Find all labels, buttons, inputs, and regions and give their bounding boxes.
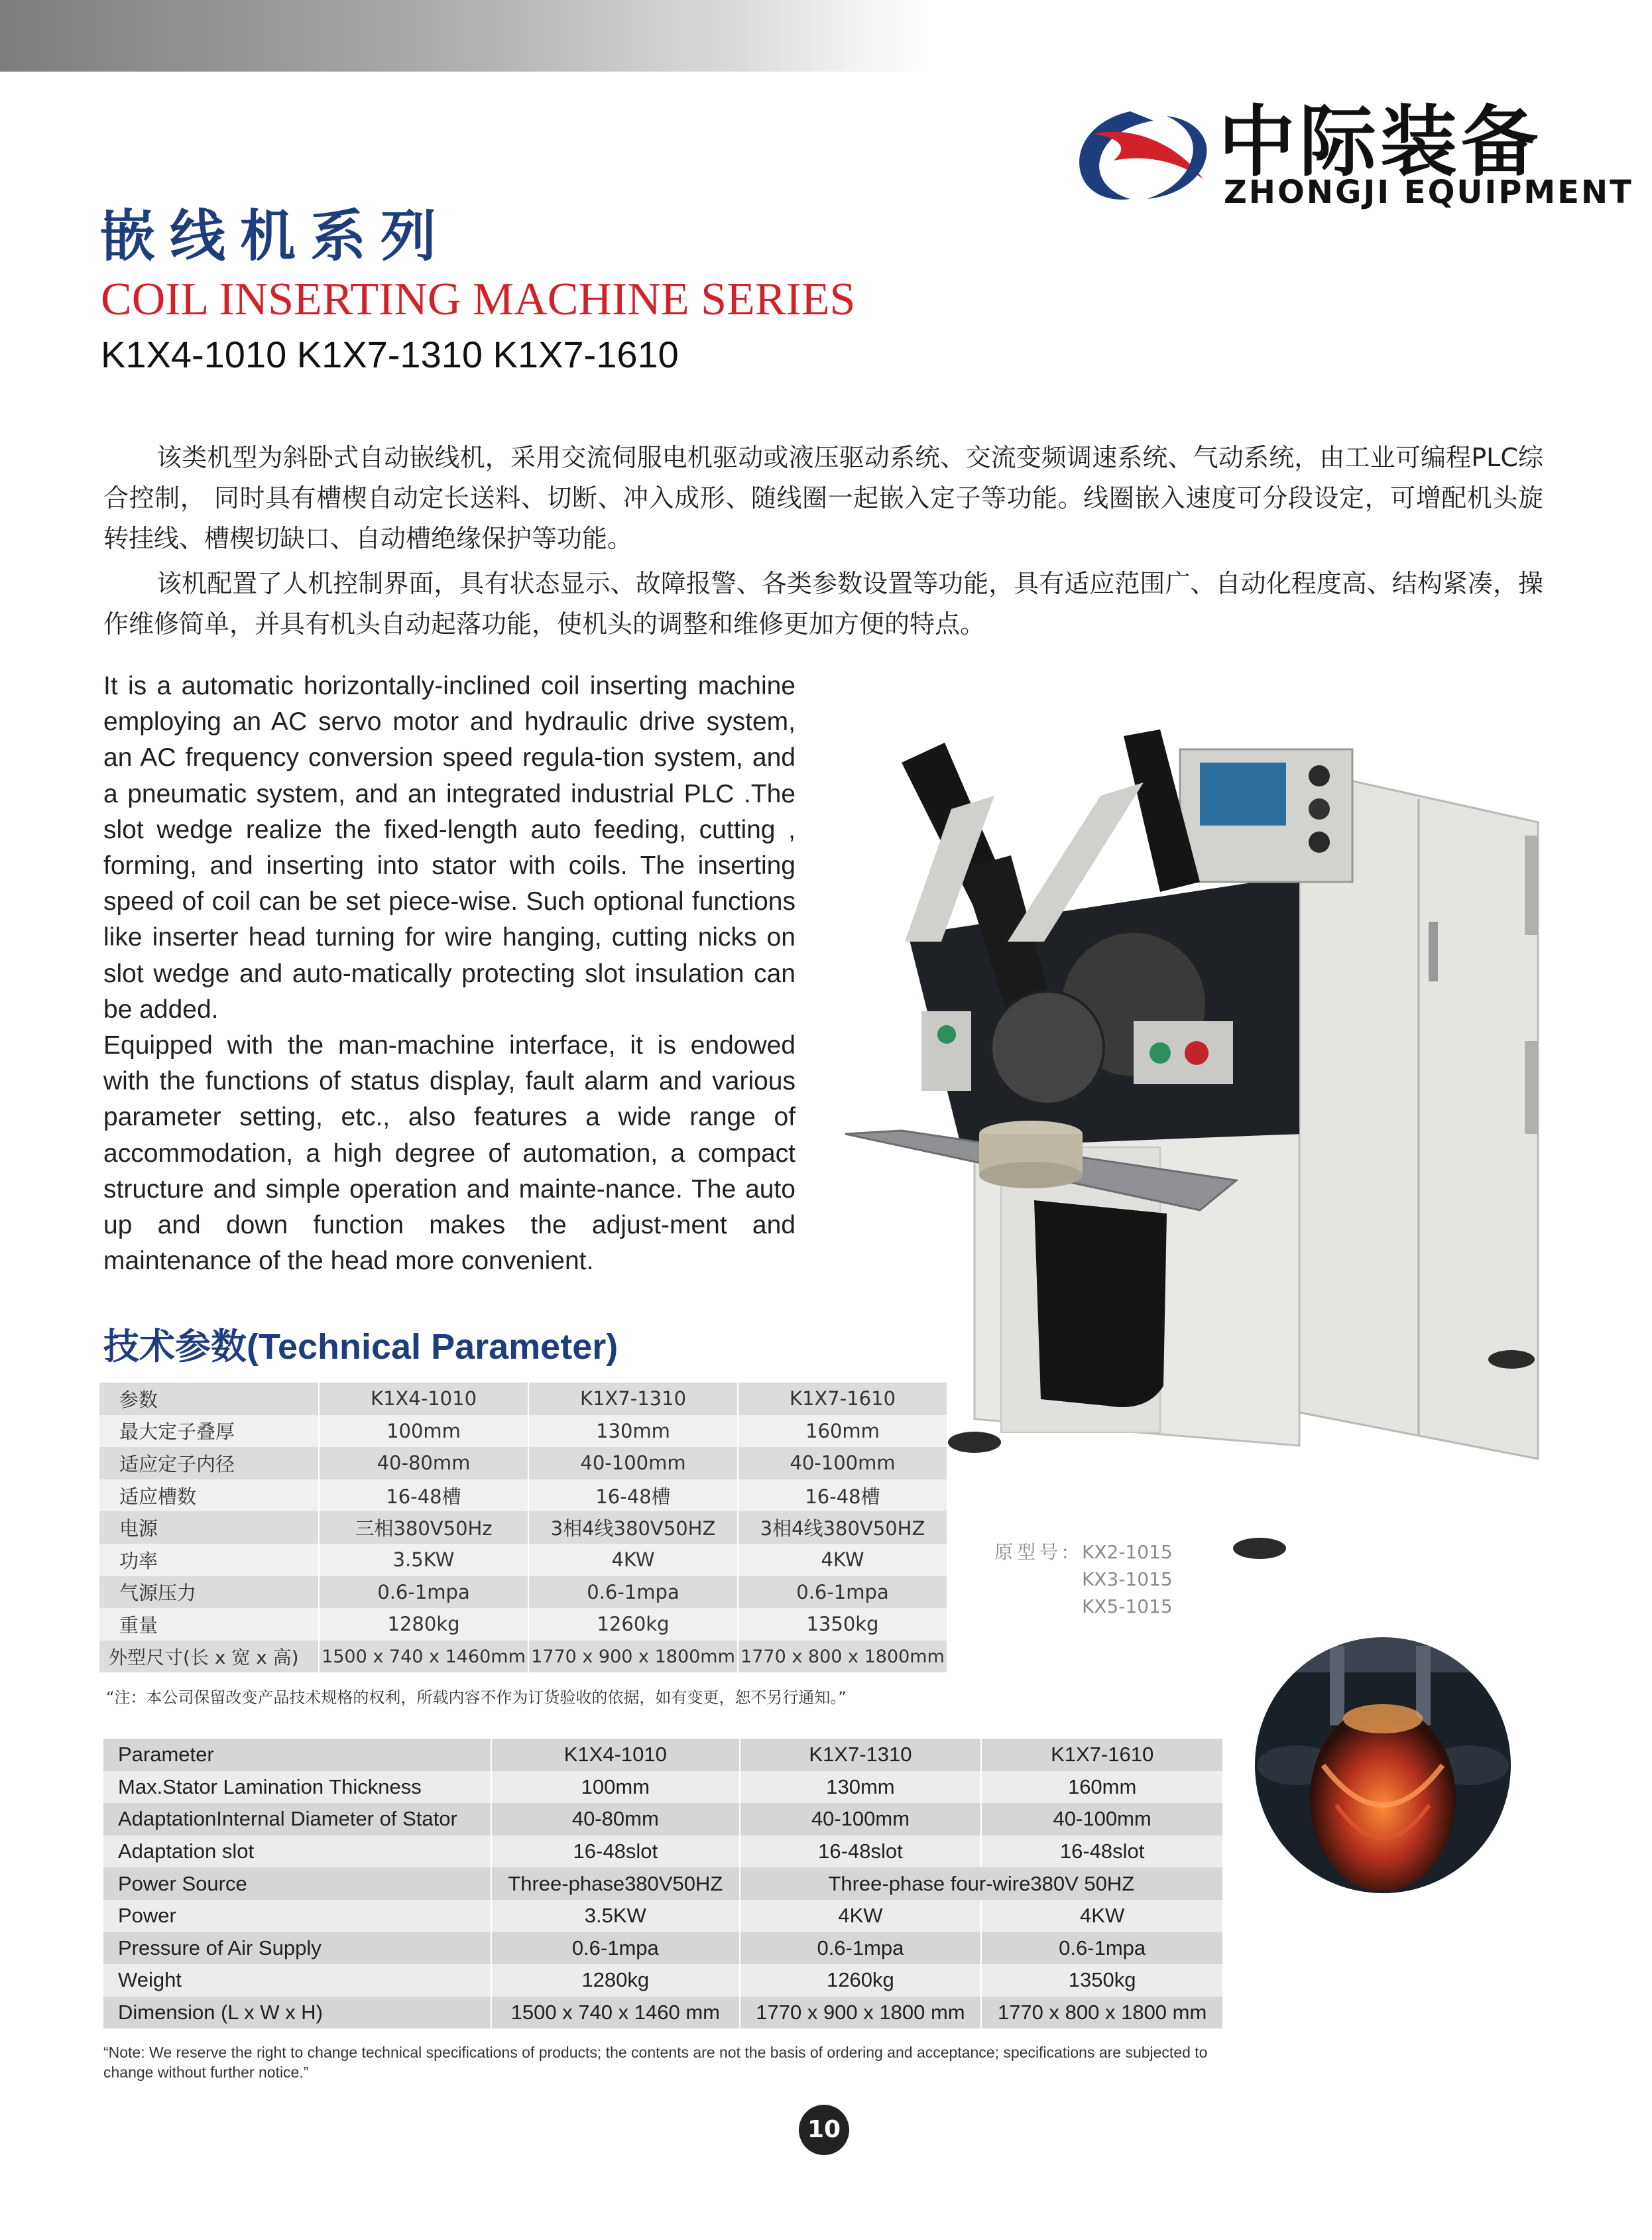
page-title-en: COIL INSERTING MACHINE SERIES — [101, 274, 856, 325]
table-header: K1X4-1010 — [491, 1739, 740, 1771]
table-cell: Pressure of Air Supply — [103, 1932, 491, 1965]
table-cell: Adaptation slot — [103, 1836, 491, 1868]
table-row — [103, 1932, 1223, 1965]
table-cell: 130mm — [740, 1771, 982, 1804]
original-model-value: KX2-1015 — [1082, 1541, 1173, 1563]
table-row — [99, 1479, 947, 1512]
table-cell: 4KW — [738, 1544, 947, 1576]
table-row — [103, 1867, 1223, 1900]
table-cell: K1X4-1010 — [319, 1383, 528, 1415]
table-row — [103, 1739, 1223, 1771]
table-cell: Weight — [103, 1964, 491, 1997]
table-cell: 40-80mm — [491, 1803, 740, 1836]
table-cell: 160mm — [738, 1415, 947, 1448]
table-cell: 1280kg — [491, 1964, 740, 1997]
table-cell: Power Source — [103, 1867, 491, 1900]
table-cell: 16-48slot — [981, 1836, 1223, 1868]
table-cell: 三相380V50Hz — [319, 1511, 528, 1544]
table-cell: 16-48slot — [491, 1836, 740, 1868]
table-row — [103, 1964, 1223, 1997]
original-model-value: KX3-1015 — [1082, 1568, 1173, 1590]
table-cell: 外型尺寸(长 x 宽 x 高) — [99, 1641, 319, 1673]
table-cell: 16-48槽 — [319, 1479, 528, 1512]
table-cell: Dimension (L x W x H) — [103, 1997, 491, 2029]
table-cell: 1770 x 900 x 1800mm — [528, 1641, 738, 1673]
table-row — [103, 1997, 1223, 2029]
table-cell: Max.Stator Lamination Thickness — [103, 1771, 491, 1804]
table-cell: 3相4线380V50HZ — [738, 1511, 947, 1544]
table-cell: 1500 x 740 x 1460 mm — [491, 1997, 740, 2029]
table-cell: 1260kg — [740, 1964, 982, 1997]
table-cell: K1X7-1310 — [528, 1383, 738, 1415]
table-cell: 1280kg — [319, 1608, 528, 1641]
table-cell: 4KW — [981, 1900, 1223, 1932]
page-number: 10 — [799, 2105, 849, 2155]
table-cell: 0.6-1mpa — [981, 1932, 1223, 1965]
table-row — [99, 1641, 947, 1673]
table-cell: 最大定子叠厚 — [99, 1415, 319, 1448]
table-cell: 40-100mm — [528, 1447, 738, 1479]
table-cell: 0.6-1mpa — [738, 1576, 947, 1609]
table-cell: 4KW — [528, 1544, 738, 1576]
spec-table-cn — [99, 1383, 948, 1672]
table-cell: 1350kg — [981, 1964, 1223, 1997]
table-cell: 1350kg — [738, 1608, 947, 1641]
table-cell: 40-80mm — [319, 1447, 528, 1479]
spec-table-en — [103, 1739, 1224, 2028]
table-cell: 160mm — [981, 1771, 1223, 1804]
table-row — [99, 1576, 947, 1609]
model-list: K1X4-1010 K1X7-1310 K1X7-1610 — [101, 334, 679, 375]
table-cell: 40-100mm — [981, 1803, 1223, 1836]
table-cell: 3.5KW — [491, 1900, 740, 1932]
table-header: Parameter — [103, 1739, 491, 1771]
tech-parameter-heading: 技术参数(Technical Parameter) — [103, 1327, 619, 1367]
coil-closeup-photo — [1250, 1633, 1515, 1898]
table-cell: 16-48槽 — [738, 1479, 947, 1512]
table-cell: 重量 — [99, 1608, 319, 1641]
table-cell: AdaptationInternal Diameter of Stator — [103, 1803, 491, 1836]
table-cell: 1770 x 800 x 1800mm — [738, 1641, 947, 1673]
table-cell: 气源压力 — [99, 1576, 319, 1609]
table-cell: 0.6-1mpa — [319, 1576, 528, 1609]
table-row — [99, 1544, 947, 1576]
table-row — [103, 1900, 1223, 1932]
table-row — [103, 1803, 1223, 1836]
table-row — [103, 1771, 1223, 1804]
original-model-value: KX5-1015 — [1082, 1595, 1173, 1617]
page-title-cn: 嵌线机系列 — [99, 203, 451, 269]
table-cell: 1770 x 800 x 1800 mm — [981, 1997, 1223, 2029]
table-cell: 3.5KW — [319, 1544, 528, 1576]
table-row — [99, 1608, 947, 1641]
table-cell: 1500 x 740 x 1460mm — [319, 1641, 528, 1673]
table-row — [103, 1836, 1223, 1868]
table-header: K1X7-1610 — [981, 1739, 1223, 1771]
intro-cn-paragraph-1: 该类机型为斜卧式自动嵌线机，采用交流伺服电机驱动或液压驱动系统、交流变频调速系统、气动系统，由工业可编程PLC综合控制， 同时具有槽楔自动定长送料、切断、冲入成形、随线圈一起嵌入定子等功能。线圈嵌入速度可分段设定，可增配机头旋转挂线、槽楔切缺口、自动槽绝缘保护等功能。 — [103, 443, 1543, 553]
table-cell: 0.6-1mpa — [740, 1932, 982, 1965]
table-row — [99, 1447, 947, 1479]
table-cell: 16-48slot — [740, 1836, 982, 1868]
table-cell: 100mm — [491, 1771, 740, 1804]
table-cell: 1770 x 900 x 1800 mm — [740, 1997, 982, 2029]
table-row — [99, 1511, 947, 1544]
table-cell: 电源 — [99, 1511, 319, 1544]
table-cell: Three-phase four-wire380V 50HZ — [740, 1867, 1223, 1900]
table-cell: Three-phase380V50HZ — [491, 1867, 740, 1900]
table-cell: 40-100mm — [740, 1803, 982, 1836]
table-cell: 适应定子内径 — [99, 1447, 319, 1479]
disclaimer-cn: “注：本公司保留改变产品技术规格的权利，所载内容不作为订货验收的依据，如有变更，恕不另行通知。” — [106, 1688, 847, 1707]
intro-en-paragraph-1: It is a automatic horizontally-inclined coil inserting machine employing an AC servo motor and hydraulic drive system, an AC frequency conversion speed regula-tion system, and a pneumatic system, and an integrated industrial PLC .The slot wedge realize the fixed-length auto feeding, cutting , forming, and inserting into stator with coils. The inserting speed of coil can be set piece-wise. Such optional functions like inserter head turning for wire hanging, cutting nicks on slot wedge and auto-matically protecting slot insulation can be added. — [103, 672, 796, 1024]
table-cell: 0.6-1mpa — [528, 1576, 738, 1609]
table-cell: 4KW — [740, 1900, 982, 1932]
intro-cn-paragraph-2: 该机配置了人机控制界面，具有状态显示、故障报警、各类参数设置等功能，具有适应范围广、自动化程度高、结构紧凑，操作维修简单，并具有机头自动起落功能，使机头的调整和维修更加方便的特点。 — [103, 569, 1543, 639]
table-cell: 1260kg — [528, 1608, 738, 1641]
intro-en-paragraph-2: Equipped with the man-machine interface, it is endowed with the functions of status display, fault alarm and various parameter setting, etc., also features a wide range of accommodation, a high degree of automation, a compact structure and simple operation and mainte-nance. The auto up and down function makes the adjust-ment and maintenance of the head more convenient. — [103, 1031, 796, 1276]
table-row — [99, 1383, 947, 1415]
table-cell: 100mm — [319, 1415, 528, 1448]
original-models-label: 原型号: — [994, 1541, 1073, 1563]
table-cell: 功率 — [99, 1544, 319, 1576]
top-gradient-band — [0, 0, 928, 72]
table-cell: 3相4线380V50HZ — [528, 1511, 738, 1544]
table-cell: 16-48槽 — [528, 1479, 738, 1512]
brand-name-cn: 中际装备 — [1218, 97, 1542, 187]
table-cell: 130mm — [528, 1415, 738, 1448]
table-cell: 参数 — [99, 1383, 319, 1415]
table-cell: 40-100mm — [738, 1447, 947, 1479]
table-row — [99, 1415, 947, 1448]
disclaimer-en: “Note: We reserve the right to change technical specifications of products; the contents are not the basis of ordering and acceptance; specifications are subjected to change without further notice.” — [103, 2044, 1208, 2081]
table-cell: 适应槽数 — [99, 1479, 319, 1512]
table-cell: Power — [103, 1900, 491, 1932]
brand-name-en: ZHONGJI EQUIPMENT — [1224, 174, 1633, 211]
table-cell: 0.6-1mpa — [491, 1932, 740, 1965]
table-cell: K1X7-1610 — [738, 1383, 947, 1415]
intro-en — [103, 668, 796, 1279]
table-header: K1X7-1310 — [740, 1739, 982, 1771]
